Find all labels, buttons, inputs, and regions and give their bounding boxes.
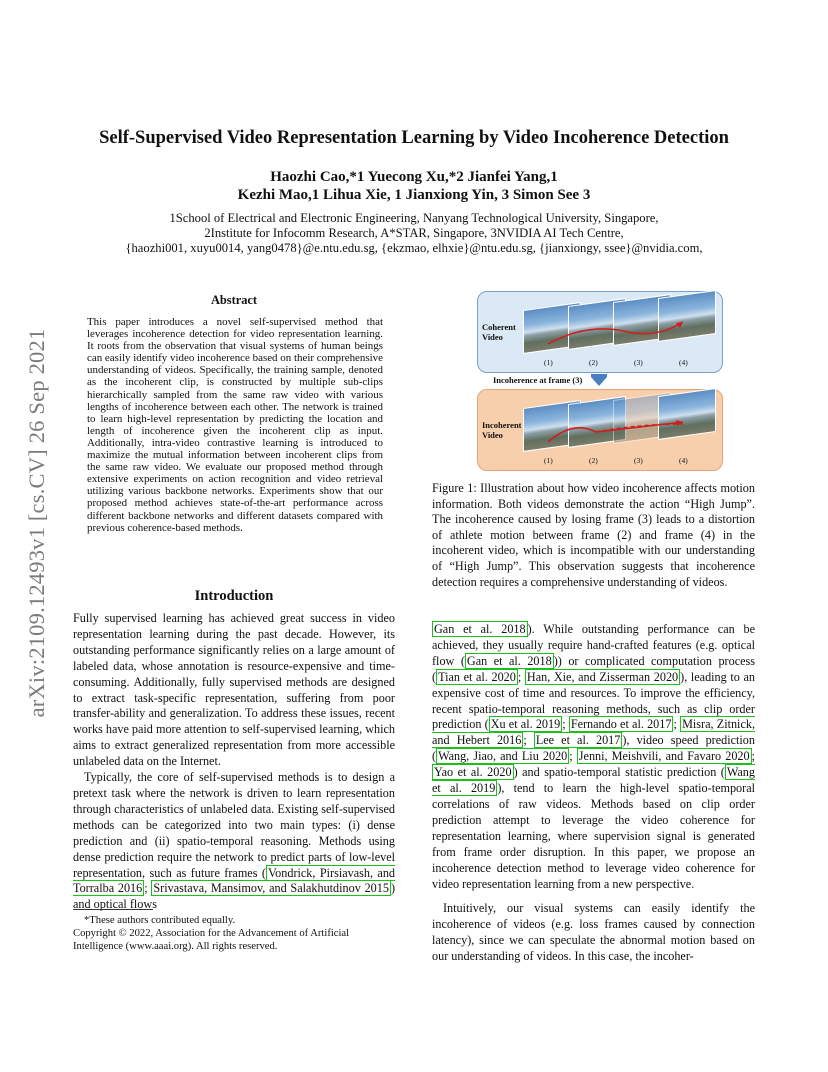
paper-title: Self-Supervised Video Representation Learning by Video Incoherence Detection (99, 128, 729, 148)
coherent-label-line-1: Coherent (482, 322, 516, 332)
arxiv-id: arXiv:2109.12493v1 [cs.CV] 26 Sep 2021 (24, 328, 49, 718)
down-arrow-icon (591, 374, 607, 386)
citation-link[interactable]: Fernando et al. 2017 (570, 717, 672, 732)
body-text: )) or complicated computation process ( (432, 653, 755, 684)
incoherence-label: Incoherence at frame (3) (493, 375, 583, 385)
abstract-heading: Abstract (210, 293, 258, 307)
citation-link[interactable]: Wang et al. 2019 (432, 765, 755, 796)
citation-link[interactable]: Vondrick, Pirsiavash, and Torralba 2016 (73, 865, 396, 896)
frame-label: (2) (589, 456, 598, 465)
right-paragraph-1 (432, 622, 755, 892)
arxiv-stamp (20, 288, 54, 758)
frame-label: (3) (634, 456, 643, 465)
citation-link[interactable]: Han, Xie, and Zisserman 2020 (526, 669, 679, 684)
incoherent-video-panel (477, 389, 723, 471)
citation-link[interactable]: Lee et al. 2017 (535, 733, 621, 748)
separator: ; (517, 669, 525, 684)
separator: ; (523, 733, 534, 748)
right-column-body (432, 622, 755, 965)
coherent-label-line-2: Video (482, 332, 503, 342)
frame-label: (2) (589, 358, 598, 367)
body-text: ) and spatio-temporal statistic prediction ( (513, 765, 725, 780)
citation-link[interactable]: Yao et al. 2020 (434, 765, 512, 780)
figure-1 (471, 289, 721, 473)
abstract-text: This paper introduces a novel self-supervised method that leverages incoherence detection for video representation learning. It roots from the observation that visual systems of human beings can easily identify video incoherence based on their comprehensive understanding of videos. Specifically, the training sample, denoted as the incoherent clip, is constructed by multiple sub-clips hierarchically sampled from the same raw video with various lengths of incoherence between each other. The network is trained to learn high-level representation by predicting the location and length of incoherence given the incoherent clip as input. Additionally, intra-video contrastive learning is introduced to maximize the mutual information between incoherent clips from the same raw video. We evaluate our proposed method through extensive experiments on action recognition and video retrieval utilizing various backbone networks. Experiments show that our proposed method achieves state-of-the-art performance across different backbone networks and different datasets compared with previous coherence-based methods. (87, 316, 383, 534)
separator: ; (144, 881, 152, 896)
authors-line-2: Kezhi Mao,1 Lihua Xie, 1 Jianxiong Yin, 3 Simon See 3 (237, 187, 591, 203)
incoherent-label-line-1: Incoherent (482, 420, 522, 430)
affiliation-line-3: {haozhi001, xuyu0014, yang0478}@e.ntu.edu.sg, {ekzmao, elhxie}@ntu.edu.sg, {jianxiongy, ssee}@nvidia.com, (125, 241, 703, 255)
introduction-heading: Introduction (194, 588, 274, 604)
citation-link[interactable]: Wang, Jiao, and Liu 2020 (438, 749, 568, 764)
figure-1-caption: Figure 1: Illustration about how video incoherence affects motion information. Both videos demonstrate the action “High Jump”. The incoherence caused by losing frame (3) leads to a distortion of athlete motion between frame (2) and frame (4) in the incoherent video, which is incompatible with our understanding of “High Jump”. This observation suggests that incoherence detection requires a comprehensive understanding of videos. (432, 481, 755, 589)
coherent-video-panel (477, 291, 723, 373)
body-text: ). While outstanding performance can be achieved, they usually require hand-crafted features (e.g. optical flow ( (432, 622, 755, 668)
frame-label: (1) (544, 456, 553, 465)
separator: ; (673, 717, 681, 732)
separator: ; (562, 717, 569, 732)
incoherent-label-line-2: Video (482, 430, 503, 440)
authors-line-1: Haozhi Cao,*1 Yuecong Xu,*2 Jianfei Yang,1 (270, 169, 558, 185)
affiliation-line-2: 2Institute for Infocomm Research, A*STAR, Singapore, 3NVIDIA AI Tech Centre, (204, 226, 624, 240)
separator: ; (569, 749, 577, 764)
citation-link[interactable]: Gan et al. 2018 (466, 653, 552, 668)
frame-label: (1) (544, 358, 553, 367)
intro-p2-text-b: ) and optical flows (73, 881, 396, 912)
right-paragraph-2: Intuitively, our visual systems can easily identify the incoherence of videos (e.g. loss frames caused by connection latency), since we can speculate the abnormal motion based on our understanding of videos. In this case, the incoher- (432, 901, 755, 964)
footnote (73, 914, 395, 953)
affiliation-line-1: 1School of Electrical and Electronic Engineering, Nanyang Technological University, Singapore, (169, 211, 659, 225)
citation-link[interactable]: Jenni, Meishvili, and Favaro 2020 (578, 749, 750, 764)
footnote-rule (73, 909, 153, 910)
intro-p2-text-a: Typically, the core of self-supervised methods is to design a pretext task where the network is driven to learn representation through characteristics of unlabeled data. Existing self-supervised methods can be categorized into two main types: (i) dense prediction and (ii) spatio-temporal reasoning. Methods using dense prediction require the network to predict parts of low-level representation, such as future frames ( (73, 770, 395, 880)
citation-link[interactable]: Tian et al. 2020 (438, 669, 516, 684)
frame-label: (4) (679, 456, 688, 465)
introduction-body (73, 611, 395, 913)
intro-paragraph-1: Fully supervised learning has achieved great success in video representation learning during the past decade. However, its outstanding performance significantly relies on a large amount of labeled data, whose annotation is resource-expensive and time-consuming. Additionally, fully supervised methods are designed to extract task-specific representation, suffering from poor transfer-ability and generalization. To address these issues, recent works have paid more attention to self-supervised learning, which aims to extract generalized representation from more accessible unlabeled data on the Internet. (73, 611, 395, 769)
intro-paragraph-2 (73, 770, 395, 913)
citation-link[interactable]: Srivastava, Mansimov, and Salakhutdinov 2015 (153, 881, 389, 896)
footnote-star: *These authors contributed equally. (84, 915, 236, 926)
separator: ; (751, 749, 756, 764)
body-text: ), leading to an expensive cost of time and resources. To improve the efficiency, recent spatio-temporal reasoning methods, such as clip order prediction ( (432, 669, 755, 732)
frame-label: (3) (634, 358, 643, 367)
body-text: ), tend to learn the high-level spatio-temporal correlations of raw videos. Methods based on clip order prediction attempt to leverage the video coherence for representation learning, where supervision signal is generated from frame order disruption. In this paper, we propose an incoherence detection method to leverage video coherence for video representation learning from a new perspective. (432, 781, 756, 891)
body-text: ), video speed prediction ( (432, 733, 755, 764)
frame-label: (4) (679, 358, 688, 367)
citation-link[interactable]: Misra, Zitnick, and Hebert 2016 (432, 717, 755, 748)
copyright-notice: Copyright © 2022, Association for the Advancement of Artificial Intelligence (www.aaai.org). All rights reserved. (73, 928, 350, 952)
citation-link[interactable]: Gan et al. 2018 (434, 622, 526, 636)
citation-link[interactable]: Xu et al. 2019 (490, 717, 561, 732)
